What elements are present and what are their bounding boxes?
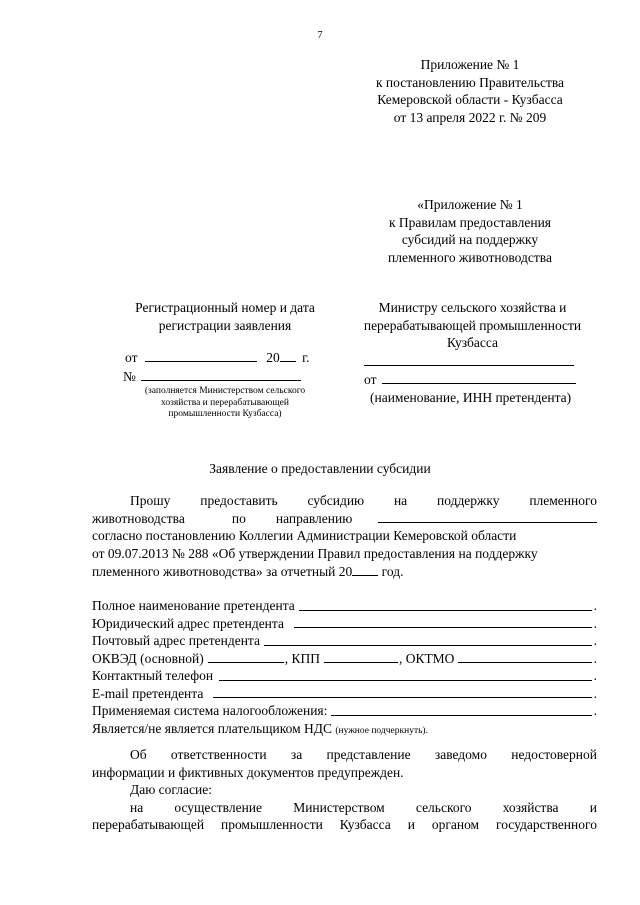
registration-note: [100, 386, 350, 421]
consent-word: на: [130, 799, 144, 815]
legal-address-row: Юридический адрес претендента .: [92, 615, 597, 631]
request-word: поддержку: [436, 493, 500, 508]
responsibility-line: информации и фиктивных документов предупрежден.: [92, 764, 404, 780]
kpp-label: КПП: [291, 650, 321, 666]
registration-date-row: [95, 348, 355, 367]
recipient-block: [340, 299, 605, 406]
registration-note-line: хозяйства и перерабатывающей: [161, 397, 289, 408]
request-direction-row: [92, 510, 597, 528]
consent-word: осуществление: [174, 799, 263, 815]
email-field[interactable]: [213, 687, 591, 698]
postal-address-field[interactable]: [264, 635, 592, 646]
full-name-label: Полное наименование претендента: [92, 598, 295, 613]
full-name-field[interactable]: [299, 600, 592, 611]
registration-heading: Регистрационный номер и дата: [135, 300, 315, 315]
request-line: [92, 492, 597, 510]
consent-line: [92, 799, 597, 817]
rules-appendix-line: племенного животноводства: [388, 249, 552, 265]
document-title: Заявление о предоставлении субсидии: [209, 461, 431, 476]
recipient-from-row: [340, 370, 605, 389]
responsibility-word: Об: [130, 747, 147, 762]
registration-from-label: от: [125, 350, 138, 365]
consent-word: Министерством: [293, 799, 385, 815]
request-line-end: год.: [381, 564, 404, 579]
responsibility-word: ответственности: [170, 747, 267, 762]
recipient-from-field[interactable]: [382, 370, 576, 384]
consent-word: перерабатывающей: [92, 817, 205, 832]
recipient-from-label: от: [364, 372, 377, 387]
registration-year-label: 20: [266, 350, 280, 365]
request-period-row: [92, 562, 597, 581]
registration-heading: регистрации заявления: [158, 317, 292, 333]
consent-line: [92, 816, 597, 834]
request-line: племенного животноводства» за отчетный 20: [92, 564, 353, 579]
okved-field[interactable]: [208, 652, 284, 663]
consent-word: хозяйства: [502, 799, 559, 815]
direction-field[interactable]: [378, 512, 597, 523]
consent-word: и: [407, 817, 415, 832]
email-label: E-mail претендента: [92, 685, 204, 701]
year-field[interactable]: [352, 562, 378, 576]
postal-address-label: Почтовый адрес претендента: [92, 633, 260, 648]
request-paragraph: [92, 492, 597, 581]
request-word: племенного: [529, 493, 597, 508]
legal-address-field[interactable]: [294, 617, 592, 628]
phone-label: Контактный телефон: [92, 668, 214, 683]
responsibility-line: [92, 746, 597, 764]
rules-appendix-line: к Правилам предоставления: [388, 214, 552, 230]
kpp-field[interactable]: [324, 652, 398, 663]
postal-address-row: Почтовый адрес претендента .: [92, 633, 597, 648]
codes-row: ОКВЭД (основной) , КПП , ОКТМО .: [92, 650, 597, 666]
consent-word: и: [589, 799, 597, 815]
request-word: направлению: [275, 510, 353, 526]
vat-row: [92, 720, 597, 741]
consent-word: промышленности: [220, 817, 323, 832]
recipient-line: перерабатывающей промышленности: [363, 317, 582, 333]
tax-system-row: Применяемая система налогообложения: .: [92, 703, 597, 718]
registration-year-field[interactable]: [280, 348, 296, 362]
rules-appendix-header: [340, 196, 600, 266]
appendix-line: к постановлению Правительства: [375, 74, 565, 90]
recipient-caption: (наименование, ИНН претендента): [370, 389, 572, 405]
rules-appendix-line: субсидий на поддержку: [401, 232, 539, 247]
legal-address-label: Юридический адрес претендента: [92, 615, 284, 631]
responsibility-word: недостоверной: [511, 747, 597, 762]
consent-word: Кузбасса: [339, 817, 391, 832]
request-word: животноводства: [92, 510, 185, 526]
consent-word: государственного: [496, 817, 597, 832]
appendix-line: Приложение № 1: [420, 57, 520, 72]
responsibility-word: заведомо: [434, 747, 487, 762]
registration-block: [95, 299, 355, 421]
phone-field[interactable]: [219, 670, 592, 681]
registration-date-field[interactable]: [145, 348, 257, 362]
request-line: согласно постановлению Коллегии Администрации Кемеровской области: [92, 528, 517, 543]
tax-system-field[interactable]: [331, 705, 591, 716]
oktmo-label: ОКТМО: [405, 650, 455, 666]
applicant-fields: [92, 597, 597, 740]
registration-note-line: (заполняется Министерством сельского: [144, 386, 306, 396]
request-word: предоставить: [200, 493, 278, 508]
okved-label: ОКВЭД (основной): [92, 650, 204, 666]
vat-note: (нужное подчеркнуть).: [335, 725, 428, 736]
page-number: 7: [317, 30, 323, 41]
registration-number-row: [95, 367, 355, 386]
registration-number-field[interactable]: [141, 367, 301, 381]
recipient-blank-line[interactable]: [364, 352, 574, 366]
responsibility-word: за: [290, 747, 303, 762]
request-word: Прошу: [130, 493, 171, 508]
recipient-line: Кузбасса: [446, 335, 499, 350]
vat-text: Является/не является плательщиком НДС: [92, 720, 332, 736]
consent-word: органом: [431, 817, 480, 832]
registration-number-label: №: [123, 368, 136, 384]
request-word: по: [231, 510, 246, 526]
appendix-line: Кемеровской области - Кузбасса: [377, 92, 563, 107]
oktmo-field[interactable]: [458, 652, 591, 663]
email-row: E-mail претендента .: [92, 685, 597, 701]
tax-system-label: Применяемая система налогообложения:: [92, 703, 328, 718]
appendix-header: [340, 56, 600, 126]
registration-note-line: промышленности Кузбасса): [168, 409, 282, 419]
request-word: субсидию: [307, 493, 365, 508]
responsibility-paragraph: [92, 746, 597, 834]
registration-year-suffix: г.: [302, 350, 310, 365]
recipient-line: Министру сельского хозяйства и: [378, 300, 567, 315]
consent-word: сельского: [415, 799, 472, 815]
consent-title: Даю согласие:: [130, 782, 212, 797]
request-word: на: [393, 493, 408, 508]
full-name-row: Полное наименование претендента .: [92, 598, 597, 613]
responsibility-word: представление: [326, 747, 411, 762]
phone-row: Контактный телефон .: [92, 668, 597, 683]
appendix-line: от 13 апреля 2022 г. № 209: [393, 109, 547, 125]
request-line: от 09.07.2013 № 288 «Об утверждении Правил предоставления на поддержку: [92, 545, 538, 561]
rules-appendix-line: «Приложение № 1: [417, 197, 523, 212]
